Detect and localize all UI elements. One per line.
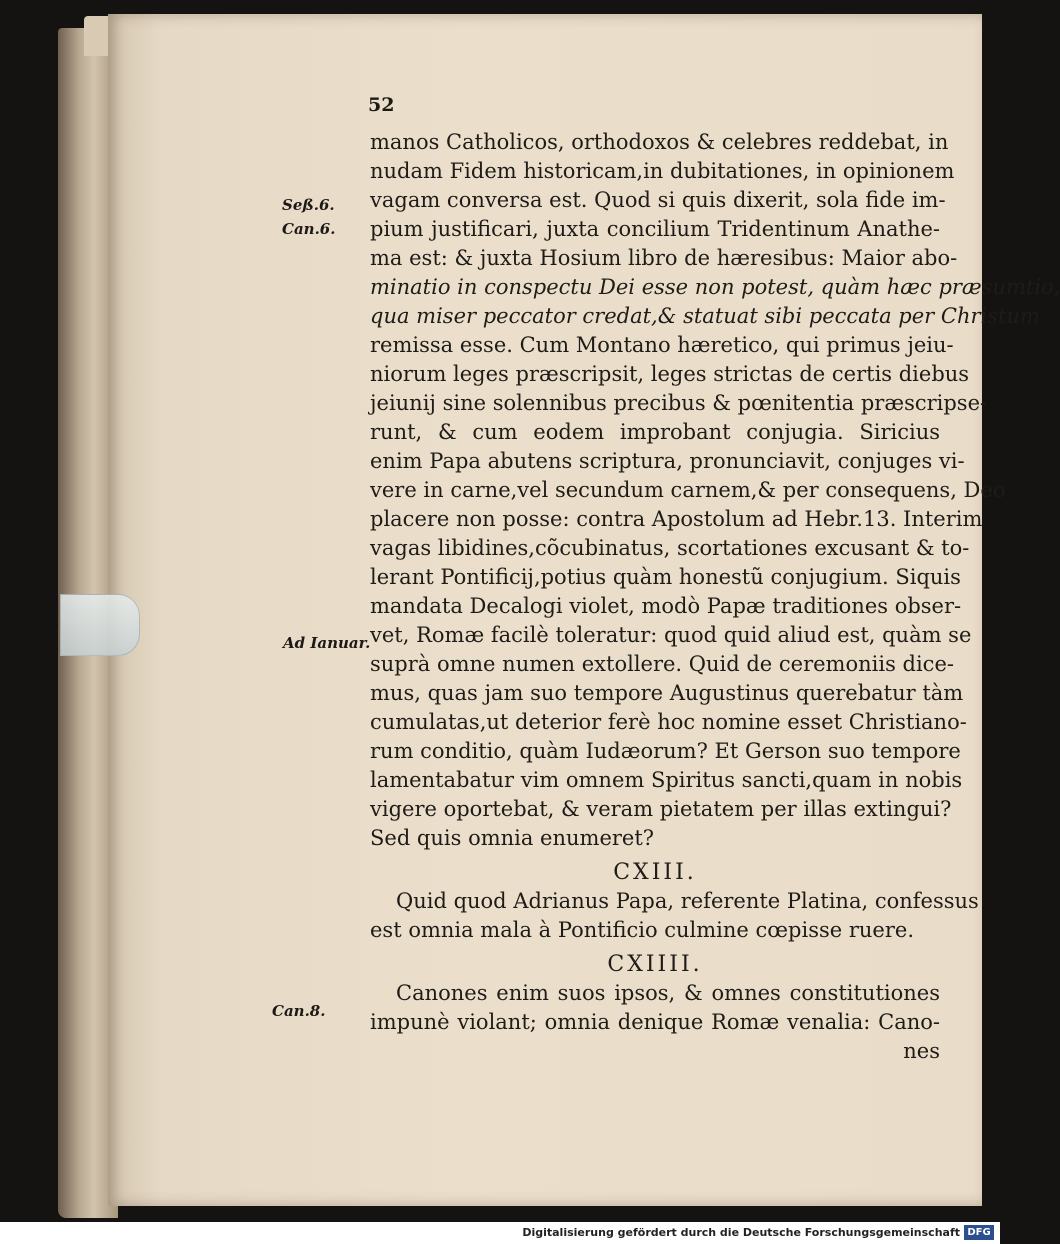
text-line: lerant Pontificij,potius quàm honestũ conjugium. Siquis <box>370 565 961 589</box>
text-line: vagas libidines,cõcubinatus, scortationes excusant & to- <box>370 536 970 560</box>
text-line: niorum leges præscripsit, leges strictas de certis diebus <box>370 362 970 386</box>
text-line: lamentabatur vim omnem Spiritus sancti,quam in nobis <box>370 768 963 792</box>
text-line: vigere oportebat, & veram pietatem per illas extingui? <box>370 797 952 821</box>
margin-note-ad-januar: Ad Ianuar. <box>283 634 371 652</box>
section-heading-cxiii: CXIII. <box>613 860 697 885</box>
text-line: vere in carne,vel secundum carnem,& per consequens, Deo <box>370 478 1006 502</box>
margin-note-sess: Seß.6. <box>282 196 335 214</box>
text-line: vagam conversa est. Quod si quis dixerit, sola fide im- <box>370 188 946 212</box>
text-line: mus, quas jam suo tempore Augustinus querebatur tàm <box>370 681 964 705</box>
margin-note-can6: Can.6. <box>282 220 336 238</box>
page-number: 52 <box>368 94 395 116</box>
text-line: cumulatas,ut deterior ferè hoc nomine esset Christiano- <box>370 710 967 734</box>
text-line: qua miser peccator credat,& statuat sibi peccata per Christum <box>370 304 1040 328</box>
text-line: Canones enim suos ipsos, & omnes constitutiones <box>396 981 940 1005</box>
footer-bar <box>0 1222 1000 1244</box>
text-line: vet, Romæ facilè toleratur: quod quid aliud est, quàm se <box>370 623 972 647</box>
text-line: runt, & cum eodem improbant conjugia. Siricius <box>370 420 940 444</box>
text-line: Quid quod Adrianus Papa, referente Platina, confessus <box>396 889 979 913</box>
text-line: pium justificari, juxta concilium Tridentinum Anathe- <box>370 217 940 241</box>
catchword: nes <box>903 1039 940 1063</box>
text-line: impunè violant; omnia denique Romæ venalia: Cano- <box>370 1010 940 1034</box>
text-line: nudam Fidem historicam,in dubitationes, in opinionem <box>370 159 955 183</box>
text-line: ma est: & juxta Hosium libro de hæresibus: Maior abo- <box>370 246 958 270</box>
text-line: remissa esse. Cum Montano hæretico, qui primus jeiu- <box>370 333 954 357</box>
text-line: mandata Decalogi violet, modò Papæ traditiones obser- <box>370 594 962 618</box>
dfg-logo-icon: DFG <box>964 1225 994 1240</box>
footer-credit: Digitalisierung gefördert durch die Deutsche Forschungsgemeinschaft <box>522 1226 960 1239</box>
text-line: rum conditio, quàm Iudæorum? Et Gerson suo tempore <box>370 739 961 763</box>
text-line: minatio in conspectu Dei esse non potest, quàm hæc præsumtio, <box>370 275 1060 299</box>
section-heading-cxiiii: CXIIII. <box>607 952 703 977</box>
margin-note-can8: Can.8. <box>272 1002 326 1020</box>
text-line: jeiunij sine solennibus precibus & pœnitentia præscripse- <box>370 391 988 415</box>
text-line: suprà omne numen extollere. Quid de ceremoniis dice- <box>370 652 954 676</box>
text-line: est omnia mala à Pontificio culmine cœpisse ruere. <box>370 918 914 942</box>
text-line: manos Catholicos, orthodoxos & celebres reddebat, in <box>370 130 949 154</box>
text-line: placere non posse: contra Apostolum ad Hebr.13. Interim <box>370 507 983 531</box>
main-text <box>370 128 1060 1066</box>
text-line: Sed quis omnia enumeret? <box>370 826 655 850</box>
text-line: enim Papa abutens scriptura, pronunciavit, conjuges vi- <box>370 449 965 473</box>
